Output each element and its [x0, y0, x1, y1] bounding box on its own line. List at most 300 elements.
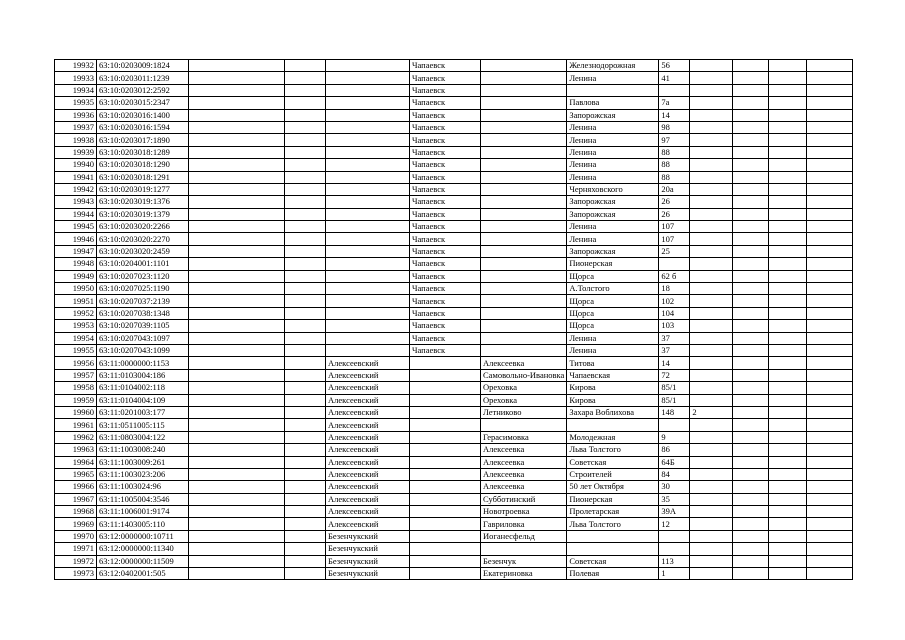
- building-cell: [690, 456, 733, 468]
- house-cell: 37: [659, 344, 690, 356]
- city-cell: [410, 431, 481, 443]
- column-13-cell: [807, 357, 853, 369]
- city-cell: Чапаевск: [410, 245, 481, 257]
- column-12-cell: [769, 568, 807, 580]
- row-number-cell: 19945: [55, 221, 97, 233]
- column-11-cell: [733, 245, 769, 257]
- column-3-cell: [189, 233, 285, 245]
- district-cell: [326, 84, 410, 96]
- city-cell: [410, 406, 481, 418]
- building-cell: [690, 555, 733, 567]
- house-cell: 20а: [659, 183, 690, 195]
- building-cell: [690, 369, 733, 381]
- city-cell: [410, 419, 481, 431]
- settlement-cell: [481, 208, 567, 220]
- column-3-cell: [189, 72, 285, 84]
- settlement-cell: Суббoтинский: [481, 493, 567, 505]
- city-cell: Чапаевск: [410, 344, 481, 356]
- column-11-cell: [733, 382, 769, 394]
- column-13-cell: [807, 72, 853, 84]
- column-4-cell: [285, 283, 326, 295]
- column-11-cell: [733, 121, 769, 133]
- street-cell: Пионерская: [567, 493, 659, 505]
- district-cell: [326, 320, 410, 332]
- column-13-cell: [807, 109, 853, 121]
- column-12-cell: [769, 493, 807, 505]
- building-cell: [690, 530, 733, 542]
- cadastral-number-cell: 63:10:0207043:1099: [97, 344, 189, 356]
- table-row: [55, 344, 853, 356]
- row-number-cell: 19952: [55, 307, 97, 319]
- cadastral-number-cell: 63:10:0203016:1594: [97, 121, 189, 133]
- street-cell: Ленина: [567, 332, 659, 344]
- column-12-cell: [769, 196, 807, 208]
- house-cell: 9: [659, 431, 690, 443]
- column-4-cell: [285, 419, 326, 431]
- row-number-cell: 19953: [55, 320, 97, 332]
- column-13-cell: [807, 97, 853, 109]
- settlement-cell: [481, 233, 567, 245]
- building-cell: [690, 332, 733, 344]
- city-cell: [410, 530, 481, 542]
- cadastral-number-cell: 63:12:0402001:505: [97, 568, 189, 580]
- table-row: [55, 357, 853, 369]
- settlement-cell: [481, 121, 567, 133]
- column-3-cell: [189, 357, 285, 369]
- column-13-cell: [807, 320, 853, 332]
- building-cell: [690, 208, 733, 220]
- settlement-cell: [481, 84, 567, 96]
- settlement-cell: Екатериновка: [481, 568, 567, 580]
- city-cell: Чапаевск: [410, 183, 481, 195]
- table-row: [55, 183, 853, 195]
- house-cell: 18: [659, 283, 690, 295]
- column-11-cell: [733, 320, 769, 332]
- column-11-cell: [733, 233, 769, 245]
- column-11-cell: [733, 369, 769, 381]
- settlement-cell: Алексеевка: [481, 456, 567, 468]
- city-cell: [410, 394, 481, 406]
- column-4-cell: [285, 245, 326, 257]
- column-3-cell: [189, 344, 285, 356]
- district-cell: [326, 307, 410, 319]
- table-row: [55, 60, 853, 72]
- column-3-cell: [189, 295, 285, 307]
- column-13-cell: [807, 171, 853, 183]
- table-row: [55, 431, 853, 443]
- column-3-cell: [189, 307, 285, 319]
- column-4-cell: [285, 382, 326, 394]
- column-12-cell: [769, 270, 807, 282]
- district-cell: Алексеевский: [326, 394, 410, 406]
- building-cell: [690, 344, 733, 356]
- house-cell: 98: [659, 121, 690, 133]
- column-4-cell: [285, 344, 326, 356]
- row-number-cell: 19947: [55, 245, 97, 257]
- column-4-cell: [285, 183, 326, 195]
- district-cell: Алексеевский: [326, 357, 410, 369]
- district-cell: [326, 258, 410, 270]
- cadastral-number-cell: 63:10:0203011:1239: [97, 72, 189, 84]
- cadastral-number-cell: 63:10:0203018:1289: [97, 146, 189, 158]
- city-cell: Чапаевск: [410, 84, 481, 96]
- column-3-cell: [189, 183, 285, 195]
- settlement-cell: Летниково: [481, 406, 567, 418]
- cadastral-number-cell: 63:10:0207025:1190: [97, 283, 189, 295]
- settlement-cell: Самовольно-Ивановка: [481, 369, 567, 381]
- district-cell: Алексеевский: [326, 431, 410, 443]
- row-number-cell: 19936: [55, 109, 97, 121]
- building-cell: [690, 183, 733, 195]
- district-cell: [326, 72, 410, 84]
- house-cell: 39А: [659, 506, 690, 518]
- column-13-cell: [807, 456, 853, 468]
- settlement-cell: [481, 283, 567, 295]
- street-cell: Ленина: [567, 233, 659, 245]
- house-cell: 97: [659, 134, 690, 146]
- district-cell: [326, 295, 410, 307]
- column-12-cell: [769, 419, 807, 431]
- column-4-cell: [285, 555, 326, 567]
- street-cell: Щорса: [567, 270, 659, 282]
- district-cell: [326, 159, 410, 171]
- column-12-cell: [769, 134, 807, 146]
- house-cell: 107: [659, 221, 690, 233]
- settlement-cell: [481, 307, 567, 319]
- column-4-cell: [285, 394, 326, 406]
- cadastral-number-cell: 63:10:0207039:1105: [97, 320, 189, 332]
- column-3-cell: [189, 245, 285, 257]
- street-cell: Молодежная: [567, 431, 659, 443]
- city-cell: [410, 444, 481, 456]
- cadastral-number-cell: 63:10:0207023:1120: [97, 270, 189, 282]
- street-cell: Полевая: [567, 568, 659, 580]
- row-number-cell: 19946: [55, 233, 97, 245]
- column-4-cell: [285, 270, 326, 282]
- data-table: [54, 59, 853, 580]
- cadastral-number-cell: 63:10:0203020:2459: [97, 245, 189, 257]
- building-cell: [690, 283, 733, 295]
- column-13-cell: [807, 332, 853, 344]
- column-11-cell: [733, 394, 769, 406]
- column-3-cell: [189, 60, 285, 72]
- building-cell: [690, 320, 733, 332]
- column-13-cell: [807, 134, 853, 146]
- building-cell: [690, 159, 733, 171]
- column-4-cell: [285, 369, 326, 381]
- column-3-cell: [189, 406, 285, 418]
- column-12-cell: [769, 369, 807, 381]
- column-3-cell: [189, 543, 285, 555]
- column-4-cell: [285, 159, 326, 171]
- street-cell: Ленина: [567, 134, 659, 146]
- house-cell: 104: [659, 307, 690, 319]
- column-13-cell: [807, 84, 853, 96]
- column-12-cell: [769, 171, 807, 183]
- column-11-cell: [733, 444, 769, 456]
- settlement-cell: [481, 72, 567, 84]
- column-4-cell: [285, 221, 326, 233]
- district-cell: [326, 221, 410, 233]
- district-cell: Алексеевский: [326, 518, 410, 530]
- column-12-cell: [769, 357, 807, 369]
- house-cell: 14: [659, 109, 690, 121]
- column-13-cell: [807, 382, 853, 394]
- cadastral-number-cell: 63:11:0511005:115: [97, 419, 189, 431]
- street-cell: Льва Толстого: [567, 444, 659, 456]
- column-13-cell: [807, 530, 853, 542]
- house-cell: 64Б: [659, 456, 690, 468]
- district-cell: [326, 146, 410, 158]
- table-row: [55, 196, 853, 208]
- column-11-cell: [733, 568, 769, 580]
- settlement-cell: Безенчук: [481, 555, 567, 567]
- district-cell: [326, 196, 410, 208]
- settlement-cell: [481, 196, 567, 208]
- column-11-cell: [733, 332, 769, 344]
- cadastral-number-cell: 63:10:0207037:2139: [97, 295, 189, 307]
- column-12-cell: [769, 233, 807, 245]
- street-cell: Щорса: [567, 307, 659, 319]
- column-3-cell: [189, 159, 285, 171]
- settlement-cell: Алексеевка: [481, 444, 567, 456]
- table-row: [55, 295, 853, 307]
- district-cell: [326, 121, 410, 133]
- settlement-cell: Новотроевка: [481, 506, 567, 518]
- house-cell: 102: [659, 295, 690, 307]
- column-11-cell: [733, 468, 769, 480]
- column-4-cell: [285, 84, 326, 96]
- column-4-cell: [285, 543, 326, 555]
- building-cell: [690, 543, 733, 555]
- column-4-cell: [285, 506, 326, 518]
- cadastral-number-cell: 63:10:0203019:1277: [97, 183, 189, 195]
- column-12-cell: [769, 344, 807, 356]
- settlement-cell: [481, 258, 567, 270]
- settlement-cell: [481, 332, 567, 344]
- column-11-cell: [733, 270, 769, 282]
- row-number-cell: 19968: [55, 506, 97, 518]
- house-cell: 25: [659, 245, 690, 257]
- column-12-cell: [769, 121, 807, 133]
- settlement-cell: [481, 134, 567, 146]
- cadastral-number-cell: 63:11:1003008:240: [97, 444, 189, 456]
- cadastral-number-cell: 63:10:0207038:1348: [97, 307, 189, 319]
- row-number-cell: 19970: [55, 530, 97, 542]
- row-number-cell: 19939: [55, 146, 97, 158]
- column-13-cell: [807, 555, 853, 567]
- cadastral-number-cell: 63:11:1005004:3546: [97, 493, 189, 505]
- city-cell: Чапаевск: [410, 233, 481, 245]
- cadastral-number-cell: 63:10:0203019:1376: [97, 196, 189, 208]
- district-cell: [326, 332, 410, 344]
- cadastral-number-cell: 63:10:0203017:1890: [97, 134, 189, 146]
- building-cell: [690, 394, 733, 406]
- cadastral-number-cell: 63:11:0103004:186: [97, 369, 189, 381]
- street-cell: Строителей: [567, 468, 659, 480]
- column-11-cell: [733, 134, 769, 146]
- column-4-cell: [285, 406, 326, 418]
- cadastral-number-cell: 63:11:1003024:96: [97, 481, 189, 493]
- street-cell: Ленина: [567, 146, 659, 158]
- city-cell: [410, 568, 481, 580]
- column-12-cell: [769, 468, 807, 480]
- building-cell: [690, 568, 733, 580]
- cadastral-number-cell: 63:11:0104004:109: [97, 394, 189, 406]
- city-cell: Чапаевск: [410, 97, 481, 109]
- column-12-cell: [769, 283, 807, 295]
- table-row: [55, 171, 853, 183]
- settlement-cell: [481, 97, 567, 109]
- building-cell: [690, 245, 733, 257]
- settlement-cell: Иоганесфельд: [481, 530, 567, 542]
- column-12-cell: [769, 382, 807, 394]
- column-13-cell: [807, 245, 853, 257]
- district-cell: [326, 183, 410, 195]
- table-row: [55, 382, 853, 394]
- column-12-cell: [769, 60, 807, 72]
- house-cell: 1: [659, 568, 690, 580]
- settlement-cell: Алексеевка: [481, 468, 567, 480]
- building-cell: [690, 258, 733, 270]
- column-4-cell: [285, 481, 326, 493]
- row-number-cell: 19955: [55, 344, 97, 356]
- row-number-cell: 19973: [55, 568, 97, 580]
- column-4-cell: [285, 233, 326, 245]
- column-3-cell: [189, 382, 285, 394]
- column-13-cell: [807, 394, 853, 406]
- cadastral-number-cell: 63:10:0203020:2266: [97, 221, 189, 233]
- street-cell: Захара Воблихова: [567, 406, 659, 418]
- column-3-cell: [189, 530, 285, 542]
- table-row: [55, 233, 853, 245]
- column-3-cell: [189, 518, 285, 530]
- street-cell: Кирова: [567, 394, 659, 406]
- district-cell: [326, 134, 410, 146]
- building-cell: [690, 146, 733, 158]
- street-cell: Пролетарская: [567, 506, 659, 518]
- row-number-cell: 19956: [55, 357, 97, 369]
- row-number-cell: 19962: [55, 431, 97, 443]
- table-row: [55, 97, 853, 109]
- cadastral-number-cell: 63:10:0207043:1097: [97, 332, 189, 344]
- row-number-cell: 19934: [55, 84, 97, 96]
- settlement-cell: Алексеевка: [481, 357, 567, 369]
- column-12-cell: [769, 109, 807, 121]
- column-13-cell: [807, 60, 853, 72]
- column-4-cell: [285, 493, 326, 505]
- table-row: [55, 456, 853, 468]
- row-number-cell: 19965: [55, 468, 97, 480]
- table-row: [55, 72, 853, 84]
- table-row: [55, 543, 853, 555]
- table-row: [55, 283, 853, 295]
- settlement-cell: [481, 109, 567, 121]
- column-4-cell: [285, 518, 326, 530]
- column-4-cell: [285, 60, 326, 72]
- cadastral-number-cell: 63:10:0203018:1291: [97, 171, 189, 183]
- district-cell: [326, 60, 410, 72]
- cadastral-number-cell: 63:10:0203016:1400: [97, 109, 189, 121]
- column-11-cell: [733, 258, 769, 270]
- building-cell: [690, 493, 733, 505]
- column-11-cell: [733, 530, 769, 542]
- column-12-cell: [769, 295, 807, 307]
- house-cell: 7а: [659, 97, 690, 109]
- district-cell: [326, 171, 410, 183]
- table-row: [55, 568, 853, 580]
- column-11-cell: [733, 344, 769, 356]
- street-cell: Ленина: [567, 121, 659, 133]
- city-cell: Чапаевск: [410, 307, 481, 319]
- column-12-cell: [769, 394, 807, 406]
- district-cell: Алексеевский: [326, 493, 410, 505]
- table-row: [55, 394, 853, 406]
- column-4-cell: [285, 444, 326, 456]
- table-row: [55, 84, 853, 96]
- house-cell: 37: [659, 332, 690, 344]
- city-cell: Чапаевск: [410, 221, 481, 233]
- column-13-cell: [807, 444, 853, 456]
- house-cell: 103: [659, 320, 690, 332]
- column-12-cell: [769, 518, 807, 530]
- house-cell: 148: [659, 406, 690, 418]
- street-cell: Пионерская: [567, 258, 659, 270]
- city-cell: Чапаевск: [410, 60, 481, 72]
- column-12-cell: [769, 481, 807, 493]
- city-cell: [410, 518, 481, 530]
- city-cell: Чапаевск: [410, 146, 481, 158]
- row-number-cell: 19933: [55, 72, 97, 84]
- district-cell: Алексеевский: [326, 481, 410, 493]
- column-11-cell: [733, 146, 769, 158]
- row-number-cell: 19944: [55, 208, 97, 220]
- table-row: [55, 159, 853, 171]
- table-row: [55, 221, 853, 233]
- building-cell: [690, 382, 733, 394]
- district-cell: [326, 97, 410, 109]
- column-3-cell: [189, 208, 285, 220]
- column-13-cell: [807, 506, 853, 518]
- column-3-cell: [189, 221, 285, 233]
- cadastral-number-cell: 63:11:1403005:110: [97, 518, 189, 530]
- building-cell: [690, 295, 733, 307]
- column-3-cell: [189, 481, 285, 493]
- settlement-cell: Алексеевка: [481, 481, 567, 493]
- column-4-cell: [285, 171, 326, 183]
- settlement-cell: [481, 159, 567, 171]
- building-cell: [690, 233, 733, 245]
- city-cell: Чапаевск: [410, 258, 481, 270]
- column-12-cell: [769, 506, 807, 518]
- table-body: [55, 60, 853, 580]
- column-13-cell: [807, 270, 853, 282]
- row-number-cell: 19960: [55, 406, 97, 418]
- house-cell: 107: [659, 233, 690, 245]
- house-cell: 85/1: [659, 394, 690, 406]
- building-cell: [690, 221, 733, 233]
- row-number-cell: 19969: [55, 518, 97, 530]
- row-number-cell: 19941: [55, 171, 97, 183]
- city-cell: [410, 456, 481, 468]
- street-cell: Запорожская: [567, 109, 659, 121]
- column-13-cell: [807, 468, 853, 480]
- row-number-cell: 19967: [55, 493, 97, 505]
- district-cell: Безенчукский: [326, 568, 410, 580]
- cadastral-number-cell: 63:10:0203015:2347: [97, 97, 189, 109]
- column-11-cell: [733, 456, 769, 468]
- house-cell: [659, 530, 690, 542]
